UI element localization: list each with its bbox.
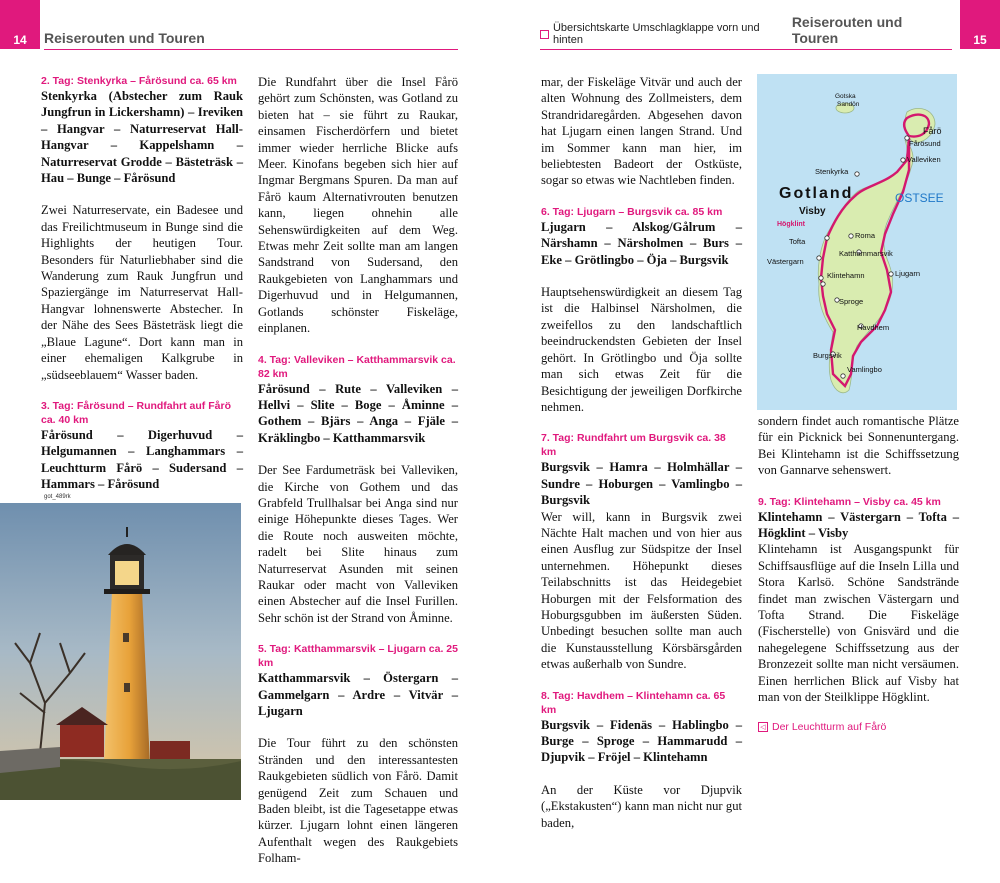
day-5-continued: mar, der Fiskeläge Vitvär und auch der alten Wohnung des Zollmeisters, dem Strandridaregården. Abgesehen davon hat Ljugarn einen langen Strand. Und im Sommer kann man hier, im beliebtesten Badeort der Ostküste, sogar so etwas wie Nachtleben finden. <box>541 75 742 188</box>
day-5-heading: 5. Tag: Katthammarsvik – Ljugarn ca. 25 km <box>258 643 458 670</box>
day-3-route: Fårösund – Digerhuvud – Helgumannen – Langhammars – Leuchtturm Fårö – Sudersand – Hammars – Fårösund <box>41 427 243 492</box>
day-4-route: Fårösund – Rute – Valleviken – Hellvi – Slite – Boge – Åminne – Gothem – Bjärs – Anga – Fjäle – Kräklingbo – Katthammarsvik <box>258 381 458 445</box>
day-9-heading: 9. Tag: Klintehamn – Visby ca. 45 km <box>758 495 941 508</box>
gotland-route-map <box>757 74 957 410</box>
day-6-heading: 6. Tag: Ljugarn – Burgsvik ca. 85 km <box>541 205 723 218</box>
map-label-valleviken: Valleviken <box>907 155 941 164</box>
header-title: Reiserouten und Touren <box>44 30 205 46</box>
map-label-ljugarn: Ljugarn <box>895 269 921 278</box>
map-label-sea: OSTSEE <box>895 191 944 205</box>
day-9-text: Klintehamn ist Ausgangspunkt für Schiffsausflüge auf die Inseln Lilla und Stora Karlsö. Schöne Sandstrände findet man zwischen Västergarn und Tofta Strand. Die Fiskeläge (Fischerstelle) von Gnisvärd und die nahegelegene Schiffssetzung aus der Bronzezeit sollte man nicht versäumen. Einen herrlichen Blick auf Visby hat man von der Steilklippe Högklint. <box>758 542 959 705</box>
day-8-heading: 8. Tag: Havdhem – Klintehamn ca. 65 km <box>541 689 726 716</box>
map-label-vamlingbo: Vamlingbo <box>847 365 882 374</box>
day-5-text: Die Tour führt zu den schönsten Stränden und den interessantesten Raukgebieten südlich von Fårö. Damit genügend Zeit zum Schauen und Baden bleibt, ist die Tagesetappe etwas kürzer. Ljugarn lohnt einen längeren Aufenthalt wegen des Raukgebiets Folham- <box>258 736 458 866</box>
day-2-heading: 2. Tag: Stenkyrka – Fårösund ca. 65 km <box>41 75 237 87</box>
map-label-stenkyrka: Stenkyrka <box>815 167 849 176</box>
map-label-island: Gotland <box>779 185 854 202</box>
text-column-3 <box>541 74 742 847</box>
photo-caption: ◁ Der Leuchtturm auf Fårö <box>758 721 886 733</box>
map-label-klintehamn: Klintehamn <box>827 271 865 280</box>
map-label-faro: Fårö <box>923 126 942 136</box>
page-number: 15 <box>973 33 987 47</box>
day-8-text: An der Küste vor Djupvik („Ekstakusten“) kann man nicht nur gut baden, <box>541 782 742 830</box>
day-7-text: Wer will, kann in Burgsvik zwei Nächte Halt machen und von hier aus einen Ausflug zur Südspitze der Insel unternehmen. Höhepunkt dieses Teilabschnitts ist das Heidegebiet Hoburgen mit der Felsformation des Hoburgsgubben im äußersten Süden. Unbedingt besuchen sollte man auch die Kunstausstellung Körsbärsgården etwas außerhalb von Sundre. <box>541 509 742 672</box>
day-4-text: Der See Fardumeträsk bei Valleviken, die Kirche von Gothem und das Grabfeld Trullhalsar bei Anga sind nur einige Höhepunkte dieses Tages. Wer die Route noch ausweiten möchte, radelt bei Slite hinaus zum Naturreservat Asunden mit seinen Raukar oder macht von Valleviken einen Abstecher auf die Insel Furillen. Sehr schön ist der Strand von Åminne. <box>258 463 458 625</box>
day-5-route: Katthammarsvik – Östergarn – Gammelgarn – Ardre – Vitvär – Ljugarn <box>258 671 458 718</box>
map-label-vastergarn: Västergarn <box>767 257 804 266</box>
day-2-text: Zwei Naturreservate, ein Badesee und das Freilichtmuseum in Bunge sind die Highlights der heutigen Tour. Besonders für Naturliebhaber sind die Wanderung zum Rauk Jungfrun und Spaziergänge im Naturreservat Hall-Hangvar lohnenswerte Abstecher. In der Nähe des Sees Bästeträsk liegt die „Blaue Lagune“. Dort kann man in einer ehemaligen Kalkgrube in „südseeblauem“ Wasser baden. <box>41 203 243 382</box>
map-label-burgsvik: Burgsvik <box>813 351 842 360</box>
text-column-2 <box>258 74 458 883</box>
page-number: 14 <box>13 33 27 47</box>
map-label-gotska: Gotska <box>835 93 856 100</box>
lighthouse-photo <box>0 503 241 800</box>
day-3-heading: 3. Tag: Fårösund – Rundfahrt auf Fårö ca. 40 km <box>41 399 231 426</box>
camera-icon: ◁ <box>758 722 768 732</box>
day-4-heading: 4. Tag: Valleviken – Katthammarsvik ca. 82 km <box>258 353 456 380</box>
map-reference-icon <box>540 30 549 39</box>
text-column-1 <box>41 74 243 509</box>
map-label-farosund: Fårösund <box>909 139 941 148</box>
header-title: Reiserouten und Touren <box>791 14 903 46</box>
day-2-route: Stenkyrka (Abstecher zum Rauk Jungfrun in Lickershamn) – Ireviken – Hangvar – Naturreservat Hall-Hangvar – Kappelshamn – Naturreservat Grodde – Bästeträsk – Hau – Bunge – Fårösund <box>41 89 243 186</box>
text-column-4 <box>758 413 959 722</box>
day-6-route: Ljugarn – Alskog/Gålrum – Närshamn – Närsholmen – Burs – Eke – Grötlingbo – Öja – Burgsvik <box>541 219 742 267</box>
red-house <box>60 725 104 757</box>
page-number-tab-left <box>0 0 40 49</box>
map-label-hogklint: Högklint <box>777 221 805 228</box>
day-6-text: Hauptsehenswürdigkeit an diesem Tag ist die Halbinsel Närsholmen, die zweifellos zu den landschaftlich beeindruckendsten Gebieten der Insel gehört. In Grötlingbo und Öja sollte man sich etwas Zeit für die Besichtigung der jeweiligen Dorfkirche nehmen. <box>541 285 742 414</box>
day-7-heading: 7. Tag: Rundfahrt um Burgsvik ca. 38 km <box>541 432 726 459</box>
map-label-sproge: Sproge <box>839 297 864 306</box>
photo-id-label: got_489rk <box>44 494 71 500</box>
map-label-visby: Visby <box>799 206 826 217</box>
page-header-left <box>44 28 458 50</box>
map-label-roma: Roma <box>855 231 876 240</box>
day-8-continued: sondern findet auch romantische Plätze für ein Picknick bei Sonnenuntergang. Bei Klintehamn ist die Schiffssetzung von Gannarve sehenswert. <box>758 414 959 478</box>
map-label-katthammarsvik: Katthammarsvik <box>839 249 893 258</box>
lighthouse-tower <box>104 591 150 765</box>
map-label-sandon: Sandön <box>837 101 860 108</box>
map-reference-note: Übersichtskarte Umschlagklappe vorn und hinten <box>540 22 792 46</box>
map-label-havdhem: Havdhem <box>857 323 890 332</box>
day-9-route: Klintehamn – Västergarn – Tofta – Högklint – Visby <box>758 509 959 541</box>
day-7-route: Burgsvik – Hamra – Holmhällar – Sundre – Hoburgen – Vamlingbo – Burgsvik <box>541 460 742 508</box>
page-header-right <box>540 14 952 50</box>
page-number-tab-right <box>960 0 1000 49</box>
map-label-tofta: Tofta <box>789 237 806 246</box>
day-3-text: Die Rundfahrt über die Insel Fårö gehört zum Schönsten, was Gotland zu bieten hat – sie führt zu Raukar, einsamen Fischerdörfern und bietet immer wieder herrliche Blicke aufs Meer. Kinofans begeben sich hier auf Ingmar Bergmans Spuren. Da man auf Fårö kaum Alternativrouten benutzen kann, liegen ohnehin alle Sehenswürdigkeiten auf dem Weg. Etwas mehr Zeit sollte man am langen Sandstrand von Sudersand, den Raukgebieten von Langhammars und Digerhuvud und in Helgumannen, Gotlands schönster Fiskeläge, einplanen. <box>258 75 458 336</box>
day-8-route: Burgsvik – Fidenäs – Hablingbo – Burge – Sproge – Hammarudd – Djupvik – Fröjel – Klintehamn <box>541 717 742 765</box>
